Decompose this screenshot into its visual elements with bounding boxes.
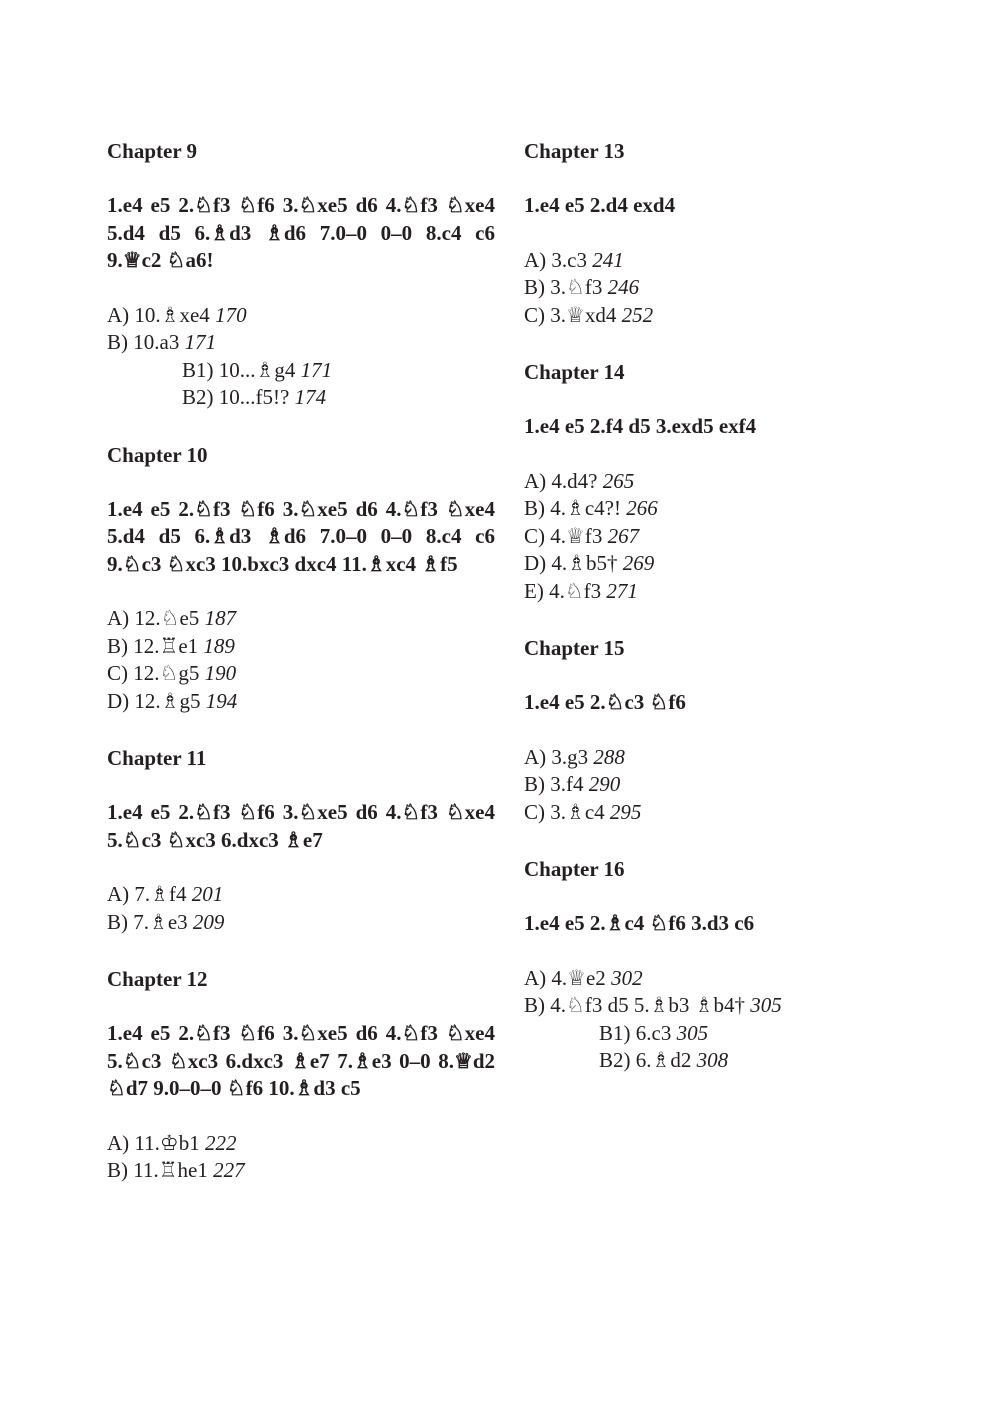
variation-label: A) 12.♘e5 [107,606,200,630]
variation-entry [107,1130,495,1158]
variation-label: A) 7.♗f4 [107,882,187,906]
variation-label: B1) 6.c3 [599,1020,672,1045]
variation-label: B) 7.♗e3 [107,909,188,934]
variation-entry [524,965,924,993]
chapter-section [524,855,924,1075]
variation-entry [107,1157,495,1185]
variation-entry [107,688,495,716]
chapter-main-line: 1.e4 e5 2.d4 exd4 [524,193,676,217]
variation-list [107,302,495,412]
variation-entry [524,247,924,275]
variation-label: B2) 10...f5!? [182,385,290,409]
variation-entry [524,771,924,799]
chapter-title: Chapter 15 [524,636,625,660]
variation-label: B) 3.♘f3 [524,275,603,299]
variation-entry [107,881,495,909]
page-number: 267 [607,523,640,548]
variation-label: C) 12.♘g5 [107,661,200,685]
variation-label: B) 4.♘f3 d5 5.♗b3 ♗b4† [524,993,745,1017]
variation-entry [524,799,924,827]
page-number: 271 [606,578,638,603]
page-number: 187 [204,606,237,630]
page-number: 174 [294,385,327,409]
right-column [524,137,924,1104]
variation-list [107,605,495,715]
variation-label: B2) 6.♗d2 [599,1048,692,1072]
sub-variation-entry [524,1020,924,1048]
page-number: 265 [602,468,635,493]
variation-entry [524,550,924,578]
page-number: 189 [203,633,235,658]
variation-label: B) 10.a3 [107,330,180,354]
chapter-section [524,358,924,605]
variation-entry [524,578,924,606]
chapter-main-line: 1.e4 e5 2.♘f3 ♘f6 3.♘xe5 d6 4.♘f3 ♘xe4 5.♘c3 ♘xc3 6.dxc3 ♗e7 7.♗e3 0–0 8.♕d2 ♘d7 9.0–0–0 ♘f6 10.♗d3 c5 [107,1021,495,1100]
variation-entry [524,274,924,302]
page-number: 241 [592,247,624,272]
variation-label: B) 4.♗c4?! [524,496,621,520]
variation-label: A) 11.♔b1 [107,1130,200,1155]
chapter-title: Chapter 14 [524,360,625,384]
variation-entry [107,660,495,688]
variation-entry [524,468,924,496]
page-number: 266 [626,496,658,520]
variation-label: A) 4.d4? [524,468,598,493]
page-number: 170 [215,302,247,327]
variation-list [524,247,924,330]
variation-label: A) 10.♗xe4 [107,302,210,327]
page-number: 190 [204,661,237,685]
page-number: 295 [609,799,642,824]
page-number: 201 [191,882,224,906]
variation-label: D) 4.♗b5† [524,551,618,575]
variation-label: C) 4.♕f3 [524,523,603,548]
chapter-main-line: 1.e4 e5 2.♘f3 ♘f6 3.♘xe5 d6 4.♘f3 ♘xe4 5.♘c3 ♘xc3 6.dxc3 ♗e7 [107,800,495,852]
chapter-title: Chapter 9 [107,139,198,163]
chapter-title: Chapter 11 [107,746,207,770]
page-number: 194 [205,688,238,713]
chapter-title: Chapter 16 [524,857,625,881]
page-number: 227 [213,1158,245,1182]
variation-label: A) 3.c3 [524,247,587,272]
variation-label: A) 4.♕e2 [524,965,606,990]
variation-list [524,468,924,606]
chapter-title: Chapter 13 [524,139,625,163]
chapter-section [107,965,495,1185]
variation-list [524,744,924,827]
variation-label: C) 3.♗c4 [524,799,605,824]
chapter-section [524,137,924,329]
variation-label: D) 12.♗g5 [107,688,201,713]
sub-variation-entry [107,384,495,412]
chapter-main-line: 1.e4 e5 2.♘f3 ♘f6 3.♘xe5 d6 4.♘f3 ♘xe4 5.d4 d5 6.♗d3 ♗d6 7.0–0 0–0 8.c4 c6 9.♕c2 ♘a6! [107,193,495,272]
variation-list [107,881,495,936]
sub-variation-entry [107,357,495,385]
left-column [107,137,495,1214]
chapter-title: Chapter 10 [107,442,208,467]
page-number: 288 [593,744,625,769]
variation-entry [524,495,924,523]
chapter-section [524,634,924,826]
page-number: 171 [184,330,217,354]
page-number: 209 [192,909,225,934]
variation-entry [524,523,924,551]
chapter-main-line: 1.e4 e5 2.f4 d5 3.exd5 exf4 [524,414,757,438]
page-number: 171 [300,357,333,382]
variation-label: B) 12.♖e1 [107,633,199,658]
variation-entry [107,605,495,633]
page-number: 308 [696,1048,729,1072]
variation-entry [107,329,495,357]
chapter-main-line: 1.e4 e5 2.♘c3 ♘f6 [524,690,686,714]
variation-list [524,965,924,1075]
variation-label: B) 11.♖he1 [107,1158,208,1182]
variation-entry [524,302,924,330]
page-number: 252 [621,302,654,327]
page-number: 302 [611,965,643,990]
variation-entry [107,633,495,661]
chapter-section [107,137,495,412]
variation-label: A) 3.g3 [524,744,589,769]
page-number: 246 [607,275,640,299]
page-number: 305 [676,1020,709,1045]
chapter-section [107,744,495,936]
page-number: 222 [204,1130,237,1155]
variation-label: E) 4.♘f3 [524,578,602,603]
variation-entry [107,909,495,937]
chapter-main-line: 1.e4 e5 2.♘f3 ♘f6 3.♘xe5 d6 4.♘f3 ♘xe4 5.d4 d5 6.♗d3 ♗d6 7.0–0 0–0 8.c4 c6 9.♘c3 ♘xc3 10.bxc3 dxc4 11.♗xc4 ♗f5 [107,496,495,576]
page-number: 305 [750,993,782,1017]
page-number: 269 [622,551,655,575]
chapter-main-line: 1.e4 e5 2.♗c4 ♘f6 3.d3 c6 [524,911,755,935]
variation-label: B1) 10...♗g4 [182,357,296,382]
variation-list [107,1130,495,1185]
chapter-title: Chapter 12 [107,967,208,991]
variation-entry [524,744,924,772]
sub-variation-entry [524,1047,924,1075]
variation-entry [524,992,924,1020]
chapter-section [107,441,495,716]
page-number: 290 [588,772,621,796]
variation-label: B) 3.f4 [524,772,584,796]
variation-entry [107,302,495,330]
variation-label: C) 3.♕xd4 [524,302,617,327]
